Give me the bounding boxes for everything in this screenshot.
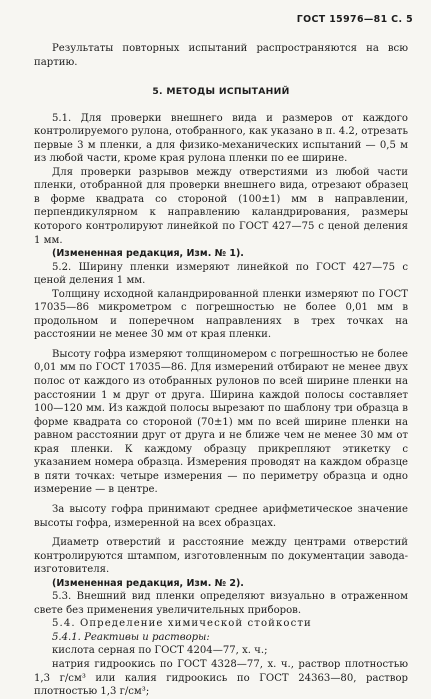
section-title: 5. МЕТОДЫ ИСПЫТАНИЙ xyxy=(152,86,290,98)
paragraph-thickness: Толщину исходной каландрированной пленки измеряют по ГОСТ 17035—86 микрометром с погрешностью не более 0,01 мм в продольном и поперечном направлениях в трех точках на расстоянии не менее 30 мм от края пленки. xyxy=(34,288,408,341)
paragraph-breaks-check: Для проверки разрывов между отверстиями из любой части пленки, отобранной для проверки внешнего вида, отрезают образец в форме квадрата со стороной (100±1) мм в направлении, перпендикулярном к направлению каландрирования, размеры которого контролируют линейкой по ГОСТ 427—75 с ценой деления 1 мм. xyxy=(34,166,408,246)
paragraph-hole-diameter: Диаметр отверстий и расстояние между центрами отверстий контролируются штампом, изготовленным по документации завода-изготовителя. xyxy=(34,537,408,576)
document-body xyxy=(34,42,408,699)
paragraph-5-4-1-heading: 5.4.1. Реактивы и растворы: xyxy=(52,631,210,643)
page-header: ГОСТ 15976—81 С. 5 xyxy=(296,14,413,25)
edition-note-1: (Измененная редакция, Изм. № 1). xyxy=(52,248,244,260)
paragraph-repeat-tests: Результаты повторных испытаний распространяются на всю партию. xyxy=(34,43,408,68)
paragraph-5-1: 5.1. Для проверки внешнего вида и размеров от каждого контролируемого рулона, отобранного, как указано в п. 4.2, отрезать первые 3 м пленки, а для физико-механических испытаний — 0,5 м из любой части, кроме края рулона пленки по ее ширине. xyxy=(34,112,408,165)
reagent-sulfuric-acid: кислота серная по ГОСТ 4204—77, х. ч.; xyxy=(52,645,268,657)
paragraph-average-height: За высоту гофра принимают среднее арифметическое значение высоты гофра, измеренной на всех образцах. xyxy=(34,503,408,529)
paragraph-5-3: 5.3. Внешний вид пленки определяют визуально в отраженном свете без применения увеличительных приборов. xyxy=(34,591,408,616)
paragraph-5-2: 5.2. Ширину пленки измеряют линейкой по ГОСТ 427—75 с ценой деления 1 мм. xyxy=(34,261,408,287)
reagent-hydroxide: натрия гидроокись по ГОСТ 4328—77, х. ч., раствор плотностью 1,3 г/см³ или калия гидроокись по ГОСТ 24363—80, раствор плотностью 1,3 г/см³; xyxy=(34,658,408,698)
paragraph-5-4-heading: 5.4. Определение химической стойкости xyxy=(52,618,312,630)
paragraph-corrugation-height: Высоту гофра измеряют толщиномером с погрешностью не более 0,01 мм по ГОСТ 17035—86. Для измерений отбирают не менее двух полос от каждого из отобранных рулонов по всей ширине пленки на расстоянии 1 м друг от друга. Ширина каждой полосы составляет 100—120 мм. Из каждой полосы вырезают по шаблону три образца в форме квадрата со стороной (70±1) мм по всей ширине пленки на равном расстоянии друг от друга и не ближе чем не менее 30 мм от края пленки. К каждому образцу прикрепляют этикетку с указанием номера образца. Измерения проводят на каждом образце в пяти точках: четыре измерения — по периметру образца и одно измерение — в центре. xyxy=(34,348,408,496)
edition-note-2: (Измененная редакция, Изм. № 2). xyxy=(52,577,244,589)
